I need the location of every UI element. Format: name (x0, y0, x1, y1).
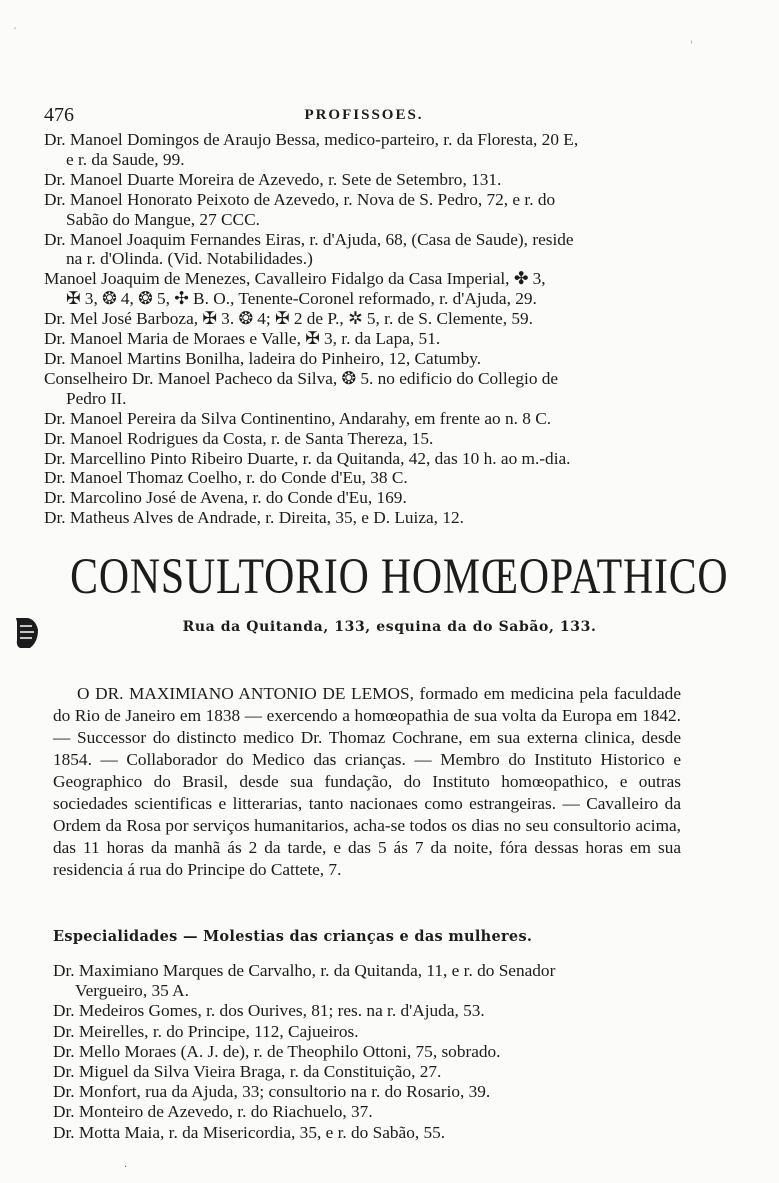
list-item: Dr. Monfort, rua da Ajuda, 33; consultorio na r. do Rosario, 39. (53, 1082, 491, 1102)
list-item: Conselheiro Dr. Manoel Pacheco da Silva, ❂ 5. no edificio do Collegio de Pedro II. (44, 368, 559, 408)
list-item: Dr. Manoel Domingos de Araujo Bessa, medico-parteiro, r. da Floresta, 20 E, e r. da Saude, 99. (44, 130, 579, 169)
list-item: Dr. Manoel Martins Bonilha, ladeira do Pinheiro, 12, Catumby. (44, 348, 482, 368)
consultorio-address: Rua da Quitanda, 133, esquina da do Sabão, 133. (182, 619, 597, 635)
list-item: Dr. Meirelles, r. do Principe, 112, Cajueiros. (53, 1021, 359, 1041)
consultorio-title: CONSULTORIO HOMŒOPATHICO (70, 549, 729, 605)
list-item: Dr. Mel José Barboza, ✠ 3. ❂ 4; ✠ 2 de P., ✲ 5, r. de S. Clemente, 59. (44, 309, 533, 329)
list-item: Dr. Mello Moraes (A. J. de), r. de Theophilo Ottoni, 75, sobrado. (53, 1041, 501, 1061)
list-item: Dr. Manoel Joaquim Fernandes Eiras, r. d'Ajuda, 68, (Casa de Saude), reside na r. d'Olinda. (Vid. Notabilidades.) (44, 229, 574, 269)
list-item: Dr. Marcolino José de Avena, r. do Conde d'Eu, 169. (44, 488, 407, 508)
scan-mark: ' (690, 40, 693, 51)
entries-list-bottom (53, 961, 685, 1143)
consultorio-paragraph: O DR. MAXIMIANO ANTONIO DE LEMOS, formado em medicina pela faculdade do Rio de Janeiro em 1838 — exercendo a homœopathia de sua volta da Europa em 1842. — Successor do distincto medico Dr. Thomaz Cochrane, em sua externa clinica, desde 1854. — Collaborador do Medico das crianças. — Membro do Instituto Historico e Geographico do Brasil, desde sua fundação, do Instituto homœopathico, e outras sociedades scientificas e litterarias, tanto nacionaes como estrangeiras. — Cavalleiro da Ordem da Rosa por serviços humanitarios, acha-se todos os dias no seu consultorio acima, das 11 horas da manhã ás 2 da tarde, e das 5 ás 7 da noite, fóra dessas horas em sua residencia á rua do Principe do Cattete, 7. (53, 684, 681, 879)
list-item: Dr. Maximiano Marques de Carvalho, r. da Quitanda, 11, e r. do Senador Vergueiro, 35 A. (53, 961, 556, 1001)
list-item: Dr. Manoel Pereira da Silva Continentino, Andarahy, em frente ao n. 8 C. (44, 408, 552, 428)
list-item: Dr. Miguel da Silva Vieira Braga, r. da Constituição, 27. (53, 1062, 442, 1082)
list-item: Dr. Medeiros Gomes, r. dos Ourives, 81; res. na r. d'Ajuda, 53. (53, 1001, 485, 1021)
list-item: Dr. Manoel Duarte Moreira de Azevedo, r. Sete de Setembro, 131. (44, 169, 502, 189)
specialty-heading: Especialidades — Molestias das crianças e das mulheres. (53, 928, 533, 945)
list-item: Dr. Motta Maia, r. da Misericordia, 35, e r. do Sabão, 55. (53, 1122, 446, 1142)
list-item: Dr. Manoel Honorato Peixoto de Azevedo, r. Nova de S. Pedro, 72, e r. do Sabão do Mangue, 27 CCC. (44, 189, 556, 229)
footer-mark: · (124, 1162, 128, 1173)
page-number: 476 (44, 104, 74, 126)
list-item: Dr. Matheus Alves de Andrade, r. Direita, 35, e D. Luiza, 12. (44, 508, 464, 528)
running-title: PROFISSOES. (304, 107, 424, 123)
page-header (44, 104, 684, 128)
list-item: Dr. Manoel Thomaz Coelho, r. do Conde d'Eu, 38 C. (44, 468, 408, 488)
list-item: Dr. Monteiro de Azevedo, r. do Riachuelo, 37. (53, 1102, 373, 1122)
list-item: Dr. Manoel Rodrigues da Costa, r. de Santa Thereza, 15. (44, 428, 434, 448)
entries-list-top (44, 130, 684, 528)
list-item: Manoel Joaquim de Menezes, Cavalleiro Fidalgo da Casa Imperial, ✤ 3, ✠ 3, ❂ 4, ❂ 5, ✣ B. O., Tenente-Coronel reformado, r. d'Ajuda, 29. (44, 269, 546, 309)
list-item: Dr. Manoel Maria de Moraes e Valle, ✠ 3, r. da Lapa, 51. (44, 329, 441, 349)
list-item: Dr. Marcellino Pinto Ribeiro Duarte, r. da Quitanda, 42, das 10 h. ao m.-dia. (44, 448, 571, 468)
scan-mark: ´ (12, 28, 17, 39)
